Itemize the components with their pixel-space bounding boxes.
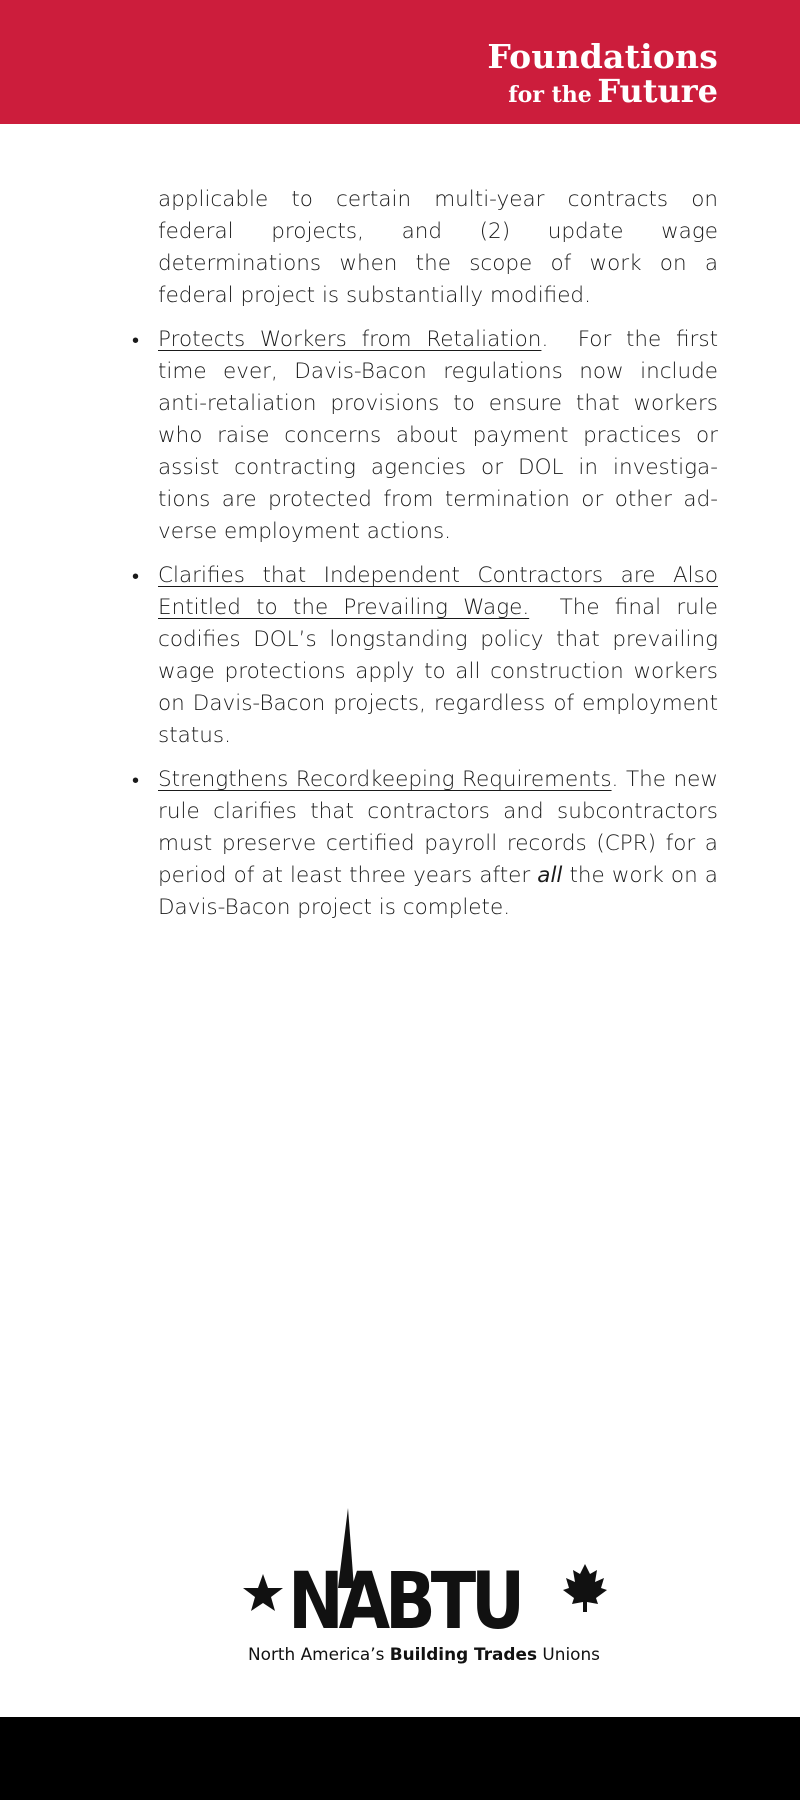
logo-wordmark: NABTU (288, 1557, 520, 1647)
maple-leaf-icon (563, 1564, 607, 1612)
bullet-dot: • (132, 564, 140, 588)
bullet-title: Protects Workers from Retaliation (158, 327, 542, 352)
bullet-retaliation (132, 324, 719, 548)
tagline-pre: North America’s (248, 1645, 382, 1664)
nabtu-logo (240, 1508, 610, 1668)
bullet-dot: • (132, 768, 140, 792)
logo-tagline (248, 1645, 600, 1664)
bullet-title-punct: . (541, 327, 549, 352)
tagline-post: Unions (542, 1645, 599, 1664)
bullet-recordkeeping (132, 764, 718, 924)
bullet-body-emphasis: all (537, 863, 563, 888)
header-band (0, 0, 800, 124)
bullet-body: The final rule codifies DOL’s longstanding policy that prevailing wage protections apply to all construction workers on Davis-Bacon projects, regardless of employment status. (158, 595, 719, 748)
bullet-body: For the first time ever, Davis-Bacon regulations now include anti-retaliation provisions to ensure that workers who raise concerns about payment practices or assist contracting agencies or DOL in investiga-tions are protected from termination or other ad-verse employment actions. (158, 327, 719, 544)
bullet-title: Clarifies that Independent Contractors are Also Entitled to the Prevailing Wage. (158, 563, 718, 620)
star-icon (243, 1574, 283, 1611)
bullet-title-punct: . (611, 767, 619, 792)
bullet-body: The new rule clarifies that contractors and subcontractors must preserve certified payroll records (CPR) for a period of at least three years after (158, 767, 718, 888)
brand-line2-small: for the (508, 82, 592, 108)
bullet-dot: • (132, 328, 140, 352)
footer-band (0, 1717, 800, 1800)
intro-paragraph: applicable to certain multi-year contracts on federal projects, and (2) update wage determinations when the scope of work on a federal project is substantially modified. (158, 187, 718, 308)
bullet-body-end: the work on a Davis-Bacon project is complete. (158, 863, 718, 920)
bullet-independent-contractors (132, 560, 719, 752)
brand-line2 (487, 72, 718, 110)
brand-title (487, 37, 718, 110)
tagline-bold: Building Trades (389, 1645, 534, 1664)
body-content (132, 184, 719, 924)
brand-line2-big: Future (597, 72, 718, 110)
bullet-title: Strengthens Recordkeeping Requirements (158, 767, 612, 792)
brand-line1: Foundations (487, 37, 718, 76)
